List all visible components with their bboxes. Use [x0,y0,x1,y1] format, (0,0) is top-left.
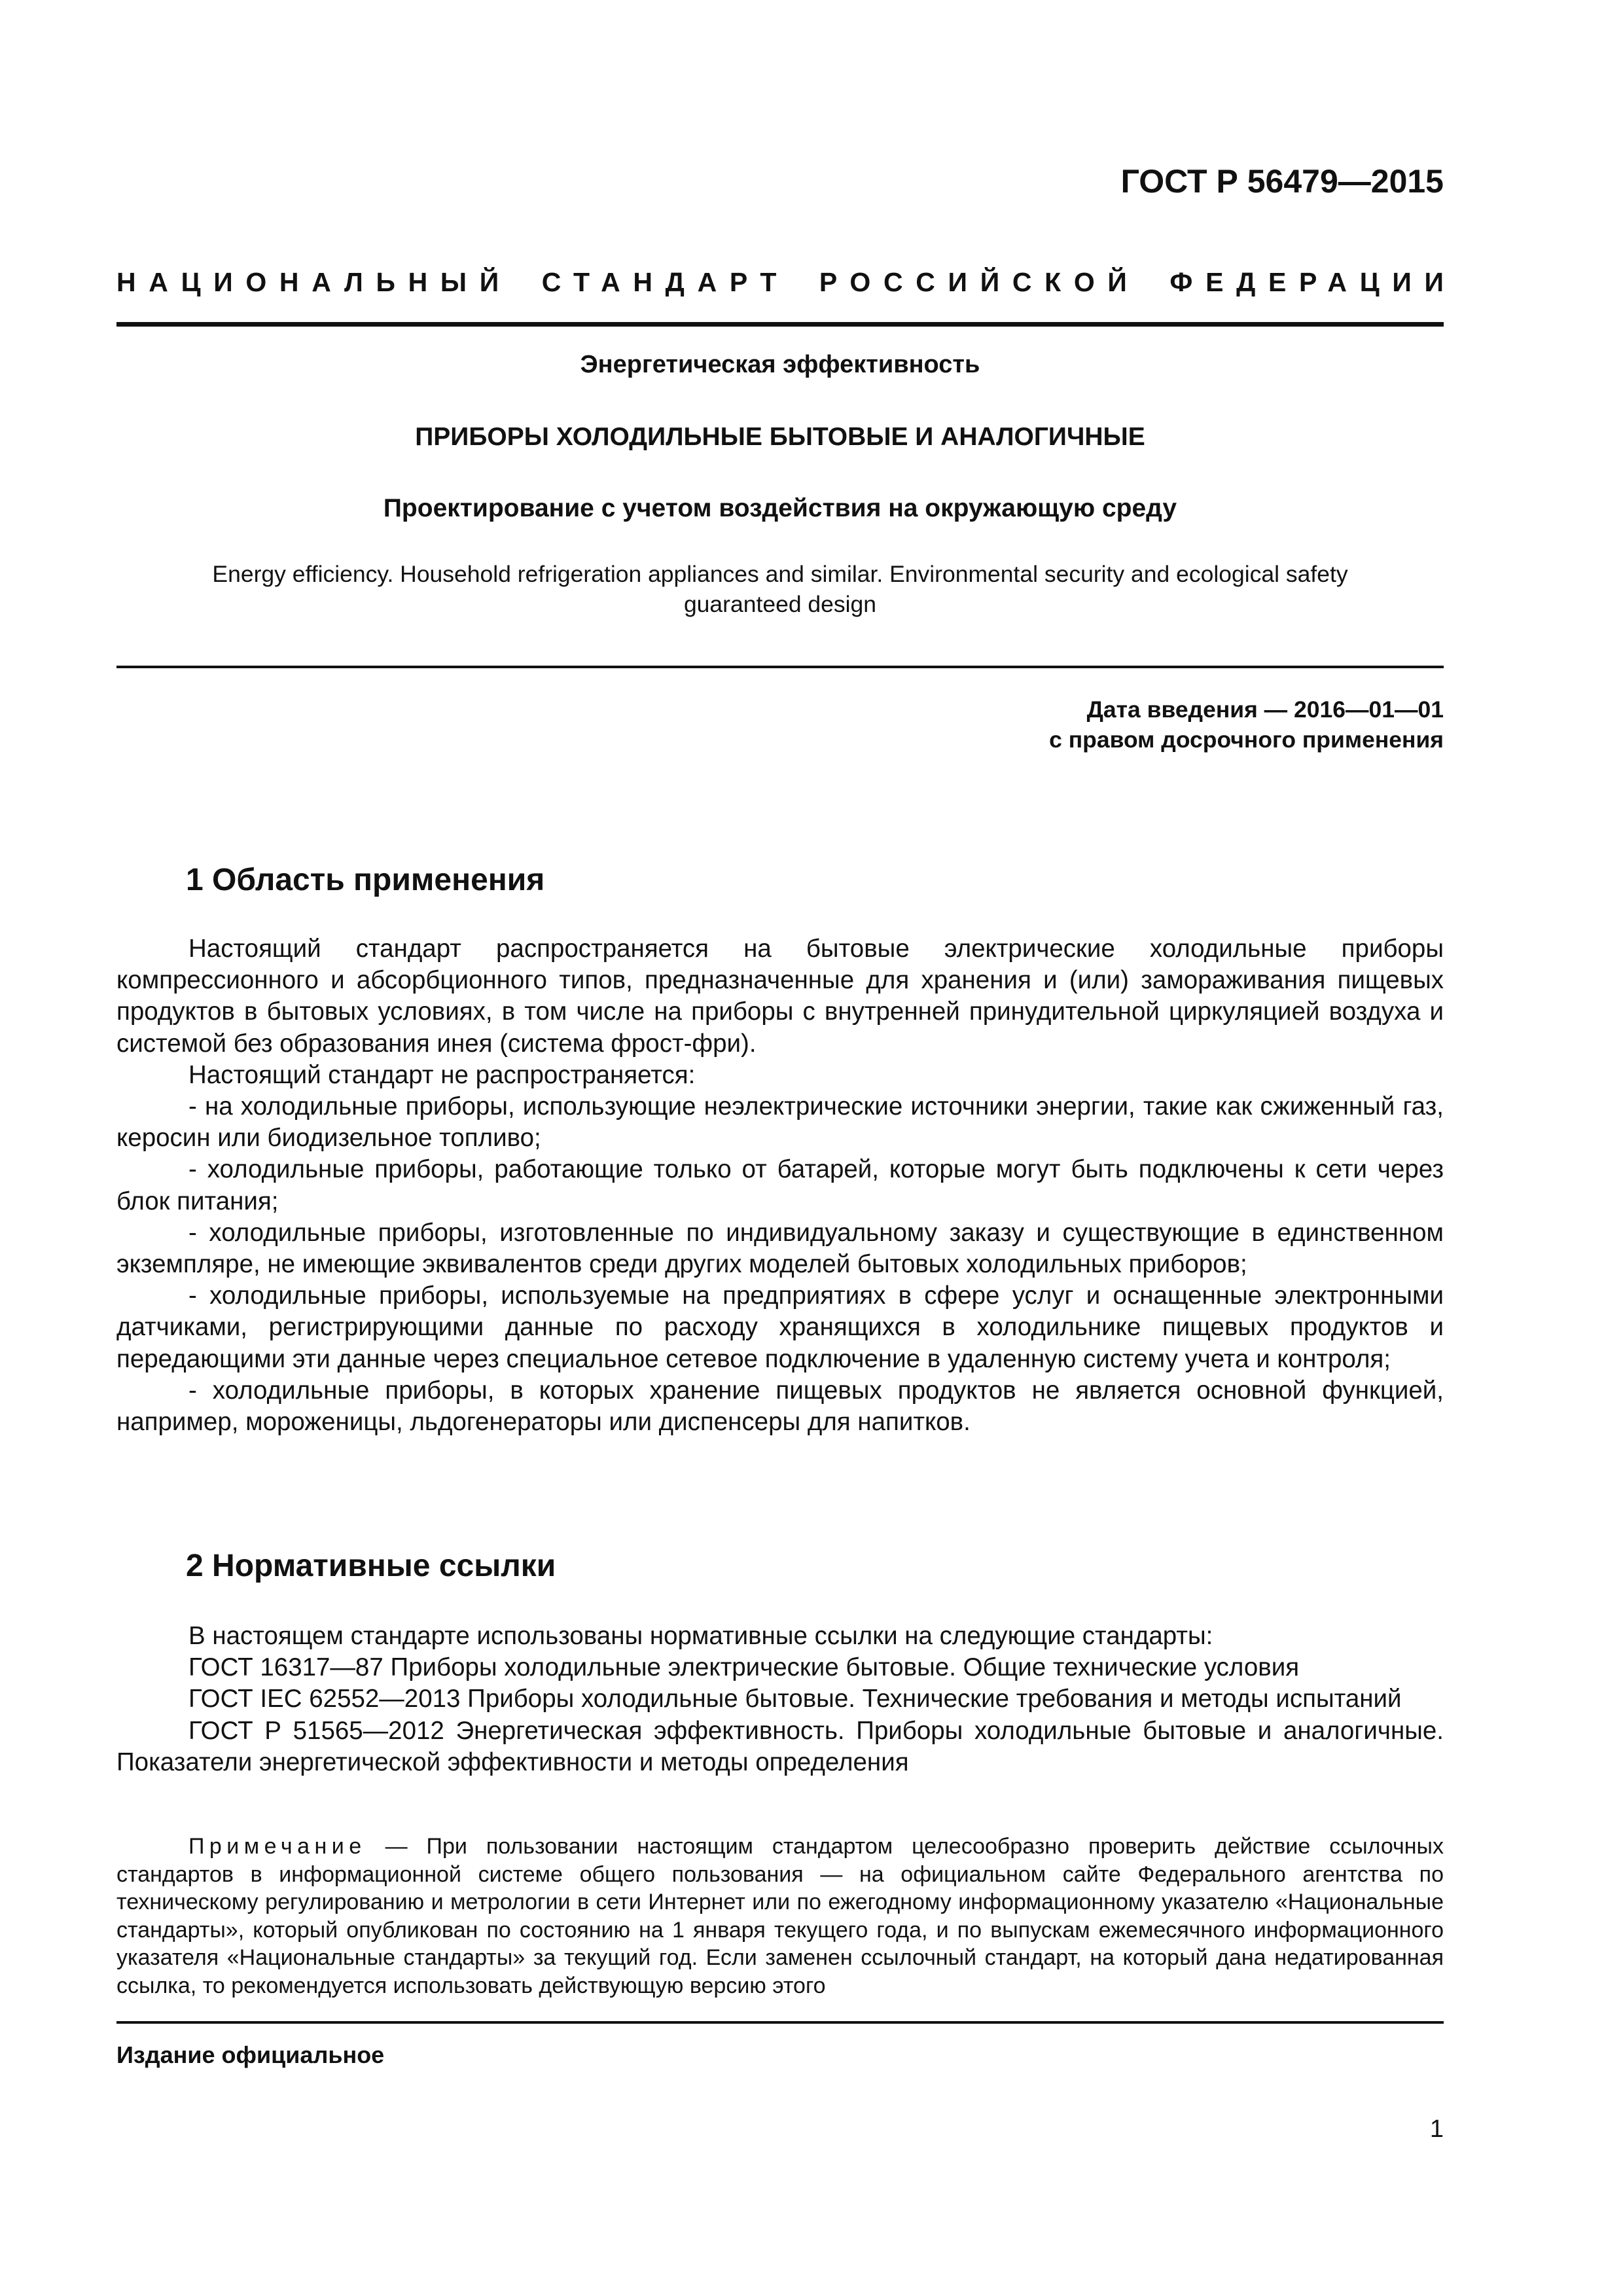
list-item: - холодильные приборы, изготовленные по индивидуальному заказу и существующие в единственном экземпляре, не имеющие эквивалентов среди других моделей бытовых холодильных приборов; [116,1218,1444,1279]
note-label: Примечание [188,1834,366,1859]
official-edition-label: Издание официальное [116,2041,385,2068]
title-divider [116,666,1444,668]
page-number: 1 [1429,2115,1444,2143]
national-standard-word: РОССИЙСКОЙ [819,267,1140,297]
paragraph: В настоящем стандарте использованы нормативные ссылки на следующие стандарты: [188,1622,1213,1650]
header-divider [116,322,1444,327]
section-2-heading: 2 Нормативные ссылки [186,1549,556,1583]
national-standard-word: НАЦИОНАЛЬНЫЙ [116,267,512,297]
paragraph: Настоящий стандарт не распространяется: [188,1060,696,1089]
section-1-heading: 1 Область применения [186,863,545,897]
national-standard-title [116,267,1457,298]
national-standard-word: СТАНДАРТ [541,267,790,297]
introduction-date-line: с правом досрочного применения [1049,726,1444,753]
title-subject: Энергетическая эффективность [580,351,980,378]
title-subtitle: Проектирование с учетом воздействия на окружающую среду [383,494,1177,522]
title-english-line: Energy efficiency. Household refrigeration appliances and similar. Environmental security and ecological safety [212,561,1348,587]
title-main: ПРИБОРЫ ХОЛОДИЛЬНЫЕ БЫТОВЫЕ И АНАЛОГИЧНЫЕ [415,423,1145,451]
title-english [116,559,1444,619]
introduction-date [851,694,1444,755]
section-2-body [116,1621,1444,1778]
note-text: — При пользовании настоящим стандартом целесообразно проверить действие ссылочных стандартов в информационной системе общего пользования — на официальном сайте Федерального агентства по техническому регулированию и метрологии в сети Интернет или по ежегодному информационному указателю «Национальные стандарты», который опубликован по состоянию на 1 января текущего года, и по выпускам ежемесячного информационного указателя «Национальные стандарты» за текущий год. Если заменен ссылочный стандарт, на который дана недатированная ссылка, то рекомендуется использовать действующую версию этого [116,1834,1444,1998]
list-item: - холодильные приборы, работающие только от батарей, которые могут быть подключены к сети через блок питания; [116,1155,1444,1215]
section-1-body [116,933,1444,1438]
reference-item: ГОСТ IEC 62552—2013 Приборы холодильные бытовые. Технические требования и методы испытаний [188,1685,1402,1713]
footer-divider [116,2021,1444,2024]
list-item: - холодильные приборы, в которых хранение пищевых продуктов не является основной функцией, например, мороженицы, льдогенераторы или диспенсеры для напитков. [116,1376,1444,1437]
list-item: - холодильные приборы, используемые на предприятиях в сфере услуг и оснащенные электронными датчиками, регистрирующими данные по расходу хранящихся в холодильнике пищевых продуктов и передающими эти данные через специальное сетевое подключение в удаленную систему учета и контроля; [116,1282,1444,1373]
reference-item: ГОСТ Р 51565—2012 Энергетическая эффективность. Приборы холодильные бытовые и аналогичные. Показатели энергетической эффективности и методы определения [116,1716,1444,1776]
document-designation: ГОСТ Р 56479—2015 [1120,163,1444,200]
list-item: - на холодильные приборы, использующие неэлектрические источники энергии, такие как сжиженный газ, керосин или биодизельное топливо; [116,1092,1444,1153]
national-standard-word: ФЕДЕРАЦИИ [1169,267,1457,297]
paragraph: Настоящий стандарт распространяется на бытовые электрические холодильные приборы компрессионного и абсорбционного типов, предназначенные для хранения и (или) замораживания пищевых продуктов в бытовых условиях, в том числе на приборы с внутренней принудительной циркуляцией воздуха и системой без образования инея (система фрост-фри). [116,935,1444,1058]
note [116,1833,1444,2000]
reference-item: ГОСТ 16317—87 Приборы холодильные электрические бытовые. Общие технические условия [188,1653,1300,1682]
title-english-line: guaranteed design [683,591,877,617]
introduction-date-line: Дата введения — 2016—01—01 [1086,696,1444,723]
